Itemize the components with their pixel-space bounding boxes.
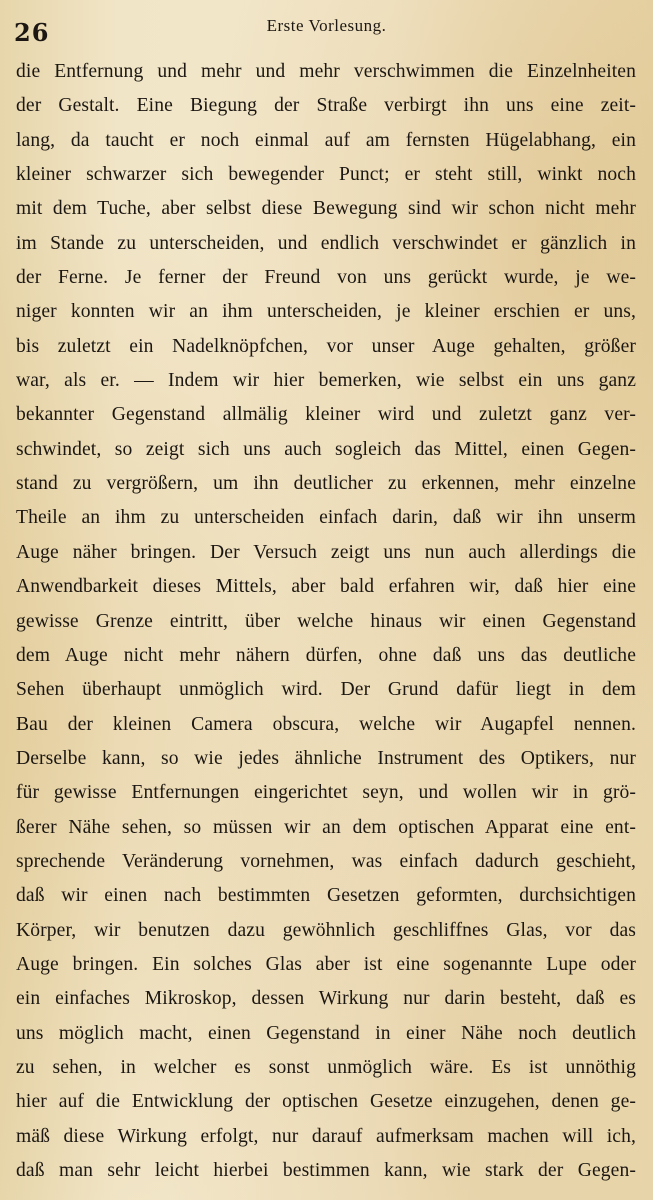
- text-line: niger konnten wir an ihm unterscheiden, je kleiner erschien er uns,: [16, 301, 636, 323]
- text-line: Auge näher bringen. Der Versuch zeigt uns nun auch allerdings die: [16, 541, 636, 563]
- text-line: ßerer Nähe sehen, so müssen wir an dem optischen Apparat eine ent-: [16, 816, 636, 838]
- text-line: mäß diese Wirkung erfolgt, nur darauf aufmerksam machen will ich,: [16, 1125, 636, 1147]
- text-line: Sehen überhaupt unmöglich wird. Der Grund dafür liegt in dem: [16, 679, 636, 701]
- page-header: [0, 10, 653, 50]
- text-line: der Gestalt. Eine Biegung der Straße verbirgt ihn uns eine zeit-: [16, 95, 636, 117]
- text-line: war, als er. — Indem wir hier bemerken, wie selbst ein uns ganz: [16, 370, 636, 392]
- text-line: daß wir einen nach bestimmten Gesetzen geformten, durchsichtigen: [16, 885, 636, 907]
- text-line: daß man sehr leicht hierbei bestimmen kann, wie stark der Gegen-: [16, 1160, 636, 1181]
- text-line: dem Auge nicht mehr nähern dürfen, ohne daß uns das deutliche: [16, 644, 636, 666]
- text-line: gewisse Grenze eintritt, über welche hinaus wir einen Gegenstand: [16, 610, 636, 632]
- text-line: kleiner schwarzer sich bewegender Punct; er steht still, winkt noch: [16, 164, 636, 186]
- text-line: im Stande zu unterscheiden, und endlich verschwindet er gänzlich in: [16, 232, 636, 254]
- text-line: bekannter Gegenstand allmälig kleiner wird und zuletzt ganz ver-: [16, 404, 636, 426]
- running-head: Erste Vorlesung.: [266, 16, 387, 35]
- text-line: für gewisse Entfernungen eingerichtet seyn, und wollen wir in grö-: [16, 782, 636, 804]
- text-line: lang, da taucht er noch einmal auf am fernsten Hügelabhang, ein: [16, 129, 636, 151]
- text-line: stand zu vergrößern, um ihn deutlicher zu erkennen, mehr einzelne: [16, 473, 636, 495]
- text-line: zu sehen, in welcher es sonst unmöglich wäre. Es ist unnöthig: [16, 1056, 636, 1078]
- text-line: uns möglich macht, einen Gegenstand in einer Nähe noch deutlich: [16, 1022, 636, 1044]
- text-line: Derselbe kann, so wie jedes ähnliche Instrument des Optikers, nur: [16, 747, 636, 769]
- text-line: Theile an ihm zu unterscheiden einfach darin, daß wir ihn unserm: [16, 507, 636, 529]
- text-line: Auge bringen. Ein solches Glas aber ist eine sogenannte Lupe oder: [16, 953, 636, 975]
- text-line: sprechende Veränderung vornehmen, was einfach dadurch geschieht,: [16, 850, 636, 872]
- text-line: ein einfaches Mikroskop, dessen Wirkung nur darin besteht, daß es: [16, 988, 636, 1010]
- text-line: bis zuletzt ein Nadelknöpfchen, vor unser Auge gehalten, größer: [16, 335, 636, 357]
- text-line: Anwendbarkeit dieses Mittels, aber bald erfahren wir, daß hier eine: [16, 576, 636, 598]
- text-line: die Entfernung und mehr und mehr verschwimmen die Einzelnheiten: [16, 61, 636, 82]
- text-line: hier auf die Entwicklung der optischen Gesetze einzugehen, denen ge-: [16, 1091, 636, 1113]
- body-text: [16, 55, 636, 1188]
- text-line: Bau der kleinen Camera obscura, welche wir Augapfel nennen.: [16, 713, 636, 735]
- text-line: Körper, wir benutzen dazu gewöhnlich geschliffnes Glas, vor das: [16, 919, 636, 941]
- text-line: der Ferne. Je ferner der Freund von uns gerückt wurde, je we-: [16, 267, 636, 289]
- text-line: schwindet, so zeigt sich uns auch sogleich das Mittel, einen Gegen-: [16, 438, 636, 460]
- text-line: mit dem Tuche, aber selbst diese Bewegung sind wir schon nicht mehr: [16, 198, 636, 220]
- page-number: 26: [14, 18, 50, 47]
